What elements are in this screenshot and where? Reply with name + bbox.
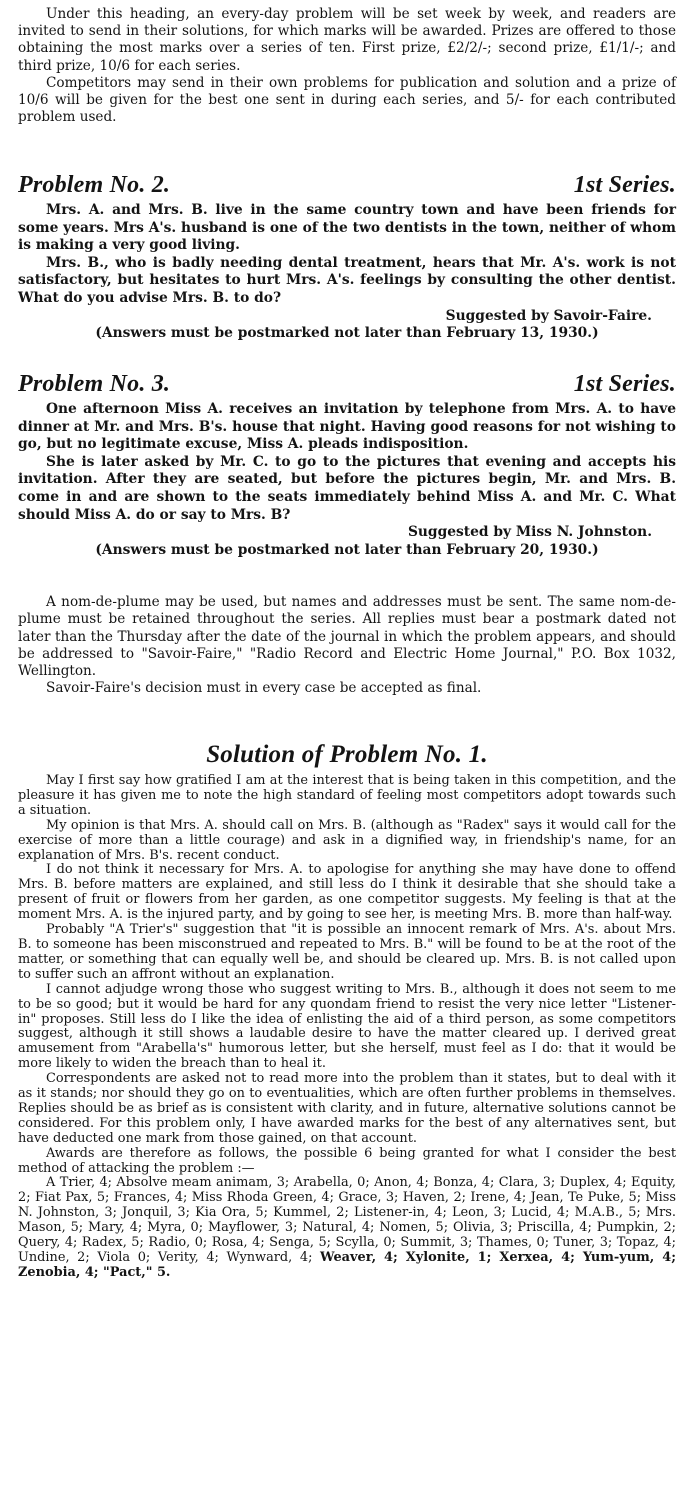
problem-3-paragraph: She is later asked by Mr. C. to go to the pictures that evening and accepts his invitation. After they are seated, but before the pictures begin, Mr. and Mrs. B. come in and are shown to the seats immediately behind Miss A. and Mr. C. What should Miss A. do or say to Mrs. B? — [18, 453, 676, 523]
problem-2-suggested: Suggested by Savoir-Faire. — [445, 307, 652, 324]
problem-3-paragraph: One afternoon Miss A. receives an invitation by telephone from Mrs. A. to have dinner at Mr. and Mrs. B's. house that night. Having good reasons for not wishing to go, but no legitimate excuse, Miss A. pleads indisposition. — [18, 401, 676, 453]
solution-title: Solution of Problem No. 1. — [206, 741, 488, 768]
problem-2-paragraph: Mrs. A. and Mrs. B. live in the same country town and have been friends for some years. Mrs A's. husband is one of the two dentists in the town, neither of whom is making a very good living. — [18, 202, 676, 254]
solution-paragraph: Awards are therefore as follows, the possible 6 being granted for what I consider the best method of attacking the problem :— — [18, 1145, 676, 1176]
intro-paragraph: Competitors may send in their own problems for publication and solution and a prize of 10/6 will be given for the best one sent in during each series, and 5/- for each contributed problem used. — [18, 74, 676, 126]
problem-2-paragraph: Mrs. B., who is badly needing dental treatment, hears that Mr. A's. work is not satisfactory, but hesitates to hurt Mrs. A's. feelings by consulting the other dentist. What do you advise Mrs. B. to do? — [18, 254, 676, 306]
solution-paragraph: My opinion is that Mrs. A. should call on Mrs. B. (although as "Radex" says it would call for the exercise of more than a little courage) and ask in a dignified way, in friendship's name, for an explanation of Mrs. B's. recent conduct. — [18, 817, 676, 863]
problem-2-deadline: (Answers must be postmarked not later than February 13, 1930.) — [95, 325, 599, 342]
problem-2-heading — [18, 171, 676, 199]
problem-3-suggested: Suggested by Miss N. Johnston. — [407, 524, 652, 541]
awards-bold-text: Weaver, 4; Xylonite, 1; Xerxea, 4; Yum-yum, 4; Zenobia, 4; "Pact," 5. — [18, 1250, 676, 1280]
solution-paragraph: I cannot adjudge wrong those who suggest writing to Mrs. B., although it does not seem to me to be so good; but it would be hard for any quondam friend to resist the very nice letter "Listener-in" proposes. Still less do I like the idea of enlisting the aid of a third person, as some competitors suggest, although it still shows a laudable desire to have the matter cleared up. I derived great amusement from "Arabella's" humorous letter, but she herself, must feel as I do: that it would be more likely to widen the breach than to heal it. — [18, 981, 676, 1072]
solution-section — [18, 740, 676, 1281]
solution-paragraph: Correspondents are asked not to read more into the problem than it states, but to deal with it as it stands; nor should they go on to eventualities, which are often further problems in themselves. Replies should be as brief as is consistent with clarity, and in future, alternative solutions cannot be considered. For this problem only, I have awarded marks for the best of any alternatives sent, but have deducted one mark from those gained, on that account. — [18, 1071, 676, 1146]
rules-paragraph: A nom-de-plume may be used, but names and addresses must be sent. The same nom-de-plume must be retained throughout the series. All replies must bear a postmark dated not later than the Thursday after the date of the journal in which the problem appears, and should be addressed to "Savoir-Faire," "Radio Record and Electric Home Journal," P.O. Box 1032, Wellington. — [18, 594, 676, 680]
intro-section — [18, 6, 676, 126]
solution-paragraph: Probably "A Trier's" suggestion that "it is possible an innocent remark of Mrs. A's. about Mrs. B. to someone has been misconstrued and repeated to Mrs. B." will be found to be at the root of the matter, or something that can equally well be, and should be cleared up. Mrs. B. is not called upon to suffer such an affront without an explanation. — [18, 922, 676, 982]
awards-list — [18, 1176, 676, 1280]
problem-3 — [18, 370, 676, 559]
problem-2 — [18, 171, 676, 343]
problem-3-series: 1st Series. — [573, 371, 676, 397]
problem-2-title: Problem No. 2. — [18, 172, 171, 198]
solution-paragraph: May I first say how gratified I am at the interest that is being taken in this competition, and the pleasure it has given me to note the high standard of feeling most competitors adopt towards such a situation. — [18, 773, 676, 818]
rules-section — [18, 594, 676, 698]
rules-paragraph: Savoir-Faire's decision must in every case be accepted as final. — [46, 680, 482, 697]
solution-paragraph: I do not think it necessary for Mrs. A. to apologise for anything she may have done to offend Mrs. B. before matters are explained, and still less do I think it desirable that she should take a present of fruit or flowers from her garden, as one competitor suggests. My feeling is that at the moment Mrs. A. is the injured party, and by going to see her, is meeting Mrs. B. more than half-way. — [18, 862, 676, 923]
problem-3-title: Problem No. 3. — [18, 371, 171, 397]
problem-2-series: 1st Series. — [573, 172, 676, 198]
problem-3-deadline: (Answers must be postmarked not later than February 20, 1930.) — [95, 541, 599, 558]
awards-text: A Trier, 4; Absolve meam animam, 3; Arabella, 0; Anon, 4; Bonza, 4; Clara, 3; Duplex, 4; Equity, 2; Fiat Pax, 5; Frances, 4; Miss Rhoda Green, 4; Grace, 3; Haven, 2; Irene, 4; Jean, Te Puke, 5; Miss N. Johnston, 3; Jonquil, 3; Kia Ora, 5; Kummel, 2; Listener-in, 4; Leon, 3; Lucid, 4; M.A.B., 5; Mrs. Mason, 5; Mary, 4; Myra, 0; Mayflower, 3; Natural, 4; Nomen, 5; Olivia, 3; Priscilla, 4; Pumpkin, 2; Query, 4; Radex, 5; Radio, 0; Rosa, 4; Senga, 5; Scylla, 0; Summit, 3; Thames, 0; Tuner, 3; Topaz, 4; Undine, 2; Viola 0; Verity, 4; Wynward, 4; — [18, 1175, 676, 1265]
problem-3-heading — [18, 370, 676, 398]
intro-paragraph: Under this heading, an every-day problem will be set week by week, and readers are invited to send in their solutions, for which marks will be awarded. Prizes are offered to those obtaining the most marks over a series of ten. First prize, £2/2/-; second prize, £1/1/-; and third prize, 10/6 for each series. — [18, 6, 676, 74]
